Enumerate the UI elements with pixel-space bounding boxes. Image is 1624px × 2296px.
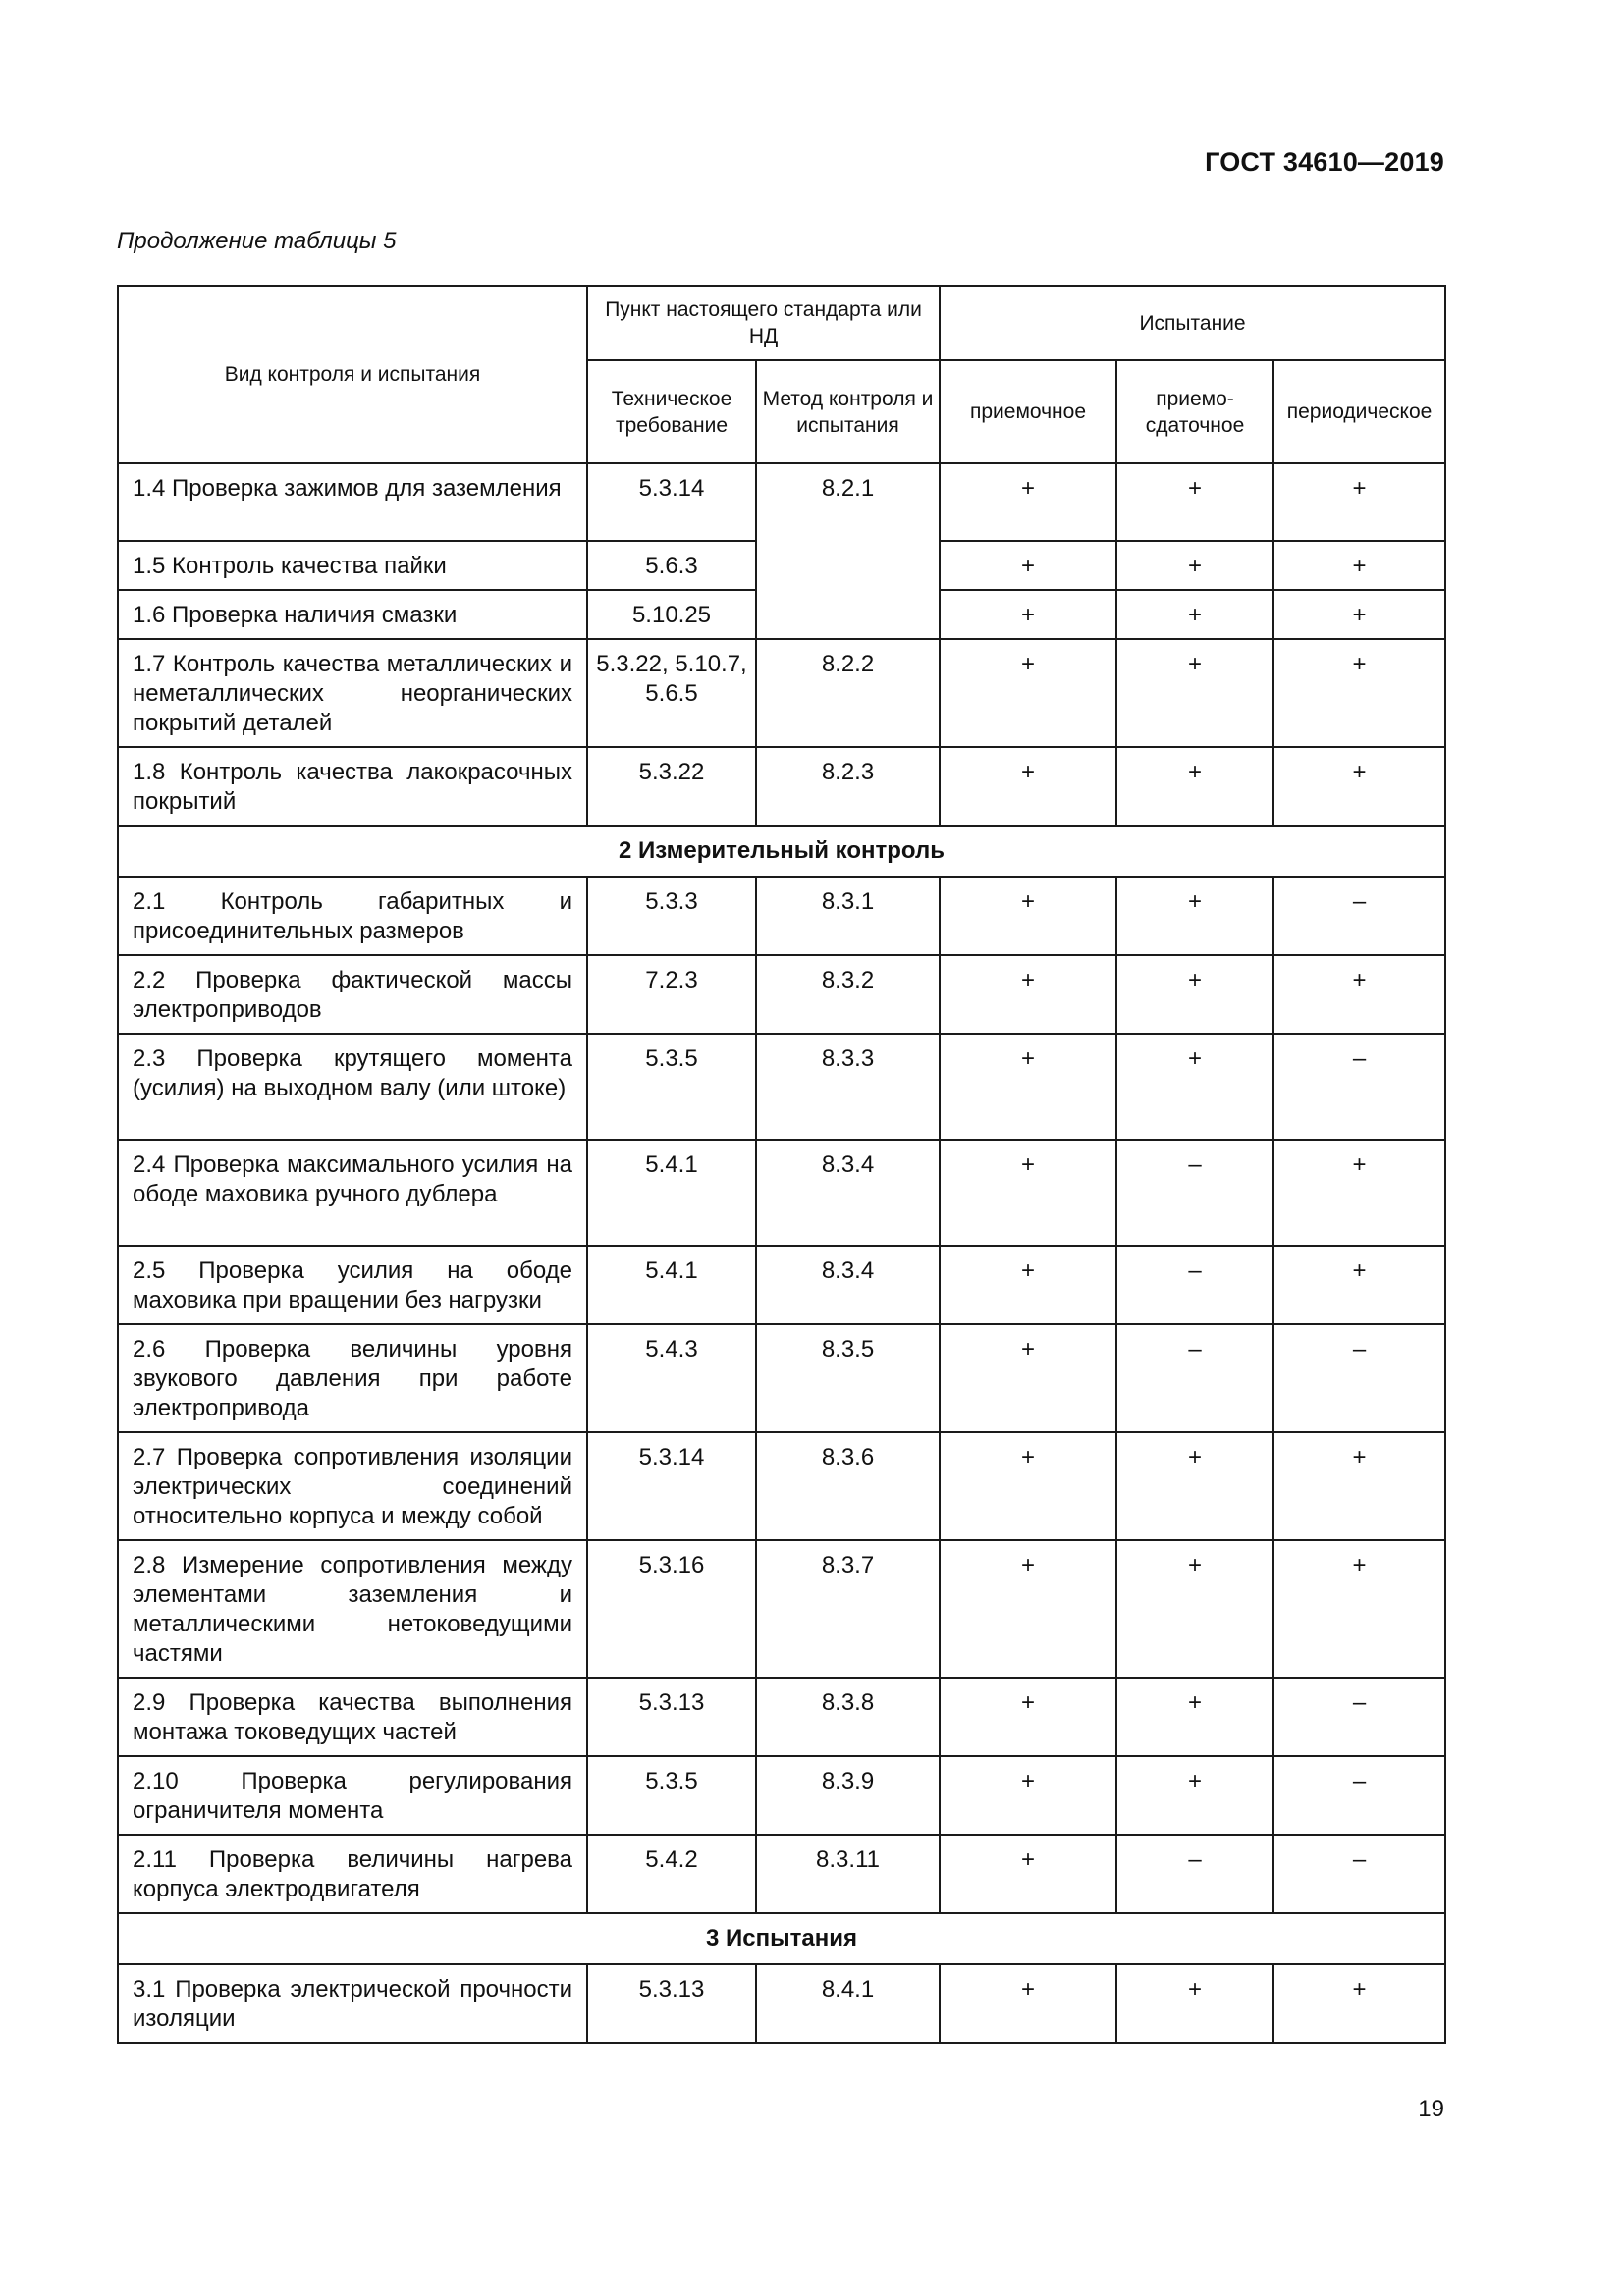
row-delivery: + bbox=[1116, 1678, 1273, 1756]
row-name: 2.8 Измерение сопротивления между элементами заземления и металлическими нетоковедущими частями bbox=[118, 1540, 587, 1678]
page-number: 19 bbox=[1418, 2096, 1444, 2122]
row-requirement: 5.4.3 bbox=[587, 1324, 756, 1432]
section-title: 2 Измерительный контроль bbox=[118, 826, 1445, 877]
row-delivery: + bbox=[1116, 877, 1273, 955]
row-acceptance: + bbox=[940, 1432, 1116, 1540]
table-row bbox=[118, 1432, 1445, 1540]
header-method: Метод контроля и испытания bbox=[756, 360, 940, 463]
row-name: 1.6 Проверка наличия смазки bbox=[118, 590, 587, 639]
table-row bbox=[118, 747, 1445, 826]
row-name: 2.1 Контроль габаритных и присоединительных размеров bbox=[118, 877, 587, 955]
row-method: 8.3.2 bbox=[756, 955, 940, 1034]
row-requirement: 5.3.22 bbox=[587, 747, 756, 826]
section-row bbox=[118, 826, 1445, 877]
row-delivery: + bbox=[1116, 1432, 1273, 1540]
row-requirement: 5.4.1 bbox=[587, 1140, 756, 1246]
table-row bbox=[118, 877, 1445, 955]
row-requirement: 5.3.22, 5.10.7, 5.6.5 bbox=[587, 639, 756, 747]
table-row bbox=[118, 955, 1445, 1034]
row-requirement: 5.3.16 bbox=[587, 1540, 756, 1678]
row-name: 2.6 Проверка величины уровня звукового давления при работе электропривода bbox=[118, 1324, 587, 1432]
table-row bbox=[118, 1140, 1445, 1246]
row-requirement: 5.3.13 bbox=[587, 1678, 756, 1756]
row-periodic: + bbox=[1273, 1540, 1445, 1678]
row-name: 2.10 Проверка регулирования ограничителя момента bbox=[118, 1756, 587, 1835]
table-row bbox=[118, 1034, 1445, 1140]
row-name: 1.8 Контроль качества лакокрасочных покрытий bbox=[118, 747, 587, 826]
row-delivery: + bbox=[1116, 955, 1273, 1034]
row-periodic: + bbox=[1273, 1432, 1445, 1540]
row-delivery: + bbox=[1116, 1034, 1273, 1140]
row-requirement: 5.4.2 bbox=[587, 1835, 756, 1913]
row-acceptance: + bbox=[940, 590, 1116, 639]
row-periodic: – bbox=[1273, 1678, 1445, 1756]
row-acceptance: + bbox=[940, 463, 1116, 541]
row-delivery: + bbox=[1116, 590, 1273, 639]
row-delivery: + bbox=[1116, 1964, 1273, 2043]
row-method: 8.2.1 bbox=[756, 463, 940, 639]
header-periodic: периодическое bbox=[1273, 360, 1445, 463]
row-periodic: – bbox=[1273, 1324, 1445, 1432]
row-requirement: 7.2.3 bbox=[587, 955, 756, 1034]
row-acceptance: + bbox=[940, 1140, 1116, 1246]
row-periodic: + bbox=[1273, 1140, 1445, 1246]
row-acceptance: + bbox=[940, 747, 1116, 826]
row-acceptance: + bbox=[940, 1034, 1116, 1140]
row-periodic: + bbox=[1273, 590, 1445, 639]
row-name: 2.2 Проверка фактической массы электроприводов bbox=[118, 955, 587, 1034]
test-table bbox=[117, 285, 1446, 2044]
table-row bbox=[118, 1246, 1445, 1324]
row-method: 8.3.7 bbox=[756, 1540, 940, 1678]
row-periodic: – bbox=[1273, 1756, 1445, 1835]
row-method: 8.3.9 bbox=[756, 1756, 940, 1835]
row-requirement: 5.3.14 bbox=[587, 1432, 756, 1540]
row-delivery: + bbox=[1116, 463, 1273, 541]
row-delivery: – bbox=[1116, 1324, 1273, 1432]
row-name: 1.7 Контроль качества металлических и неметаллических неорганических покрытий деталей bbox=[118, 639, 587, 747]
row-requirement: 5.3.5 bbox=[587, 1756, 756, 1835]
table-row bbox=[118, 1835, 1445, 1913]
row-name: 1.5 Контроль качества пайки bbox=[118, 541, 587, 590]
row-periodic: + bbox=[1273, 463, 1445, 541]
table-row bbox=[118, 1756, 1445, 1835]
row-requirement: 5.10.25 bbox=[587, 590, 756, 639]
row-periodic: + bbox=[1273, 955, 1445, 1034]
row-periodic: – bbox=[1273, 1835, 1445, 1913]
row-delivery: + bbox=[1116, 1540, 1273, 1678]
header-acceptance: приемочное bbox=[940, 360, 1116, 463]
row-name: 2.7 Проверка сопротивления изоляции электрических соединений относительно корпуса и между собой bbox=[118, 1432, 587, 1540]
row-requirement: 5.3.13 bbox=[587, 1964, 756, 2043]
table-continuation-caption: Продолжение таблицы 5 bbox=[117, 228, 397, 254]
row-delivery: – bbox=[1116, 1246, 1273, 1324]
header-control-type: Вид контроля и испытания bbox=[118, 286, 587, 463]
row-method: 8.3.5 bbox=[756, 1324, 940, 1432]
row-periodic: + bbox=[1273, 1964, 1445, 2043]
table-row bbox=[118, 1540, 1445, 1678]
table-row bbox=[118, 463, 1445, 541]
row-name: 1.4 Проверка зажимов для заземления bbox=[118, 463, 587, 541]
section-row bbox=[118, 1913, 1445, 1964]
row-acceptance: + bbox=[940, 541, 1116, 590]
row-periodic: + bbox=[1273, 541, 1445, 590]
row-delivery: + bbox=[1116, 747, 1273, 826]
row-name: 2.11 Проверка величины нагрева корпуса электродвигателя bbox=[118, 1835, 587, 1913]
row-name: 2.5 Проверка усилия на ободе маховика при вращении без нагрузки bbox=[118, 1246, 587, 1324]
document-code: ГОСТ 34610—2019 bbox=[1205, 147, 1444, 177]
table-row bbox=[118, 1964, 1445, 2043]
row-acceptance: + bbox=[940, 1756, 1116, 1835]
row-requirement: 5.3.5 bbox=[587, 1034, 756, 1140]
row-periodic: + bbox=[1273, 1246, 1445, 1324]
row-periodic: – bbox=[1273, 1034, 1445, 1140]
row-periodic: – bbox=[1273, 877, 1445, 955]
row-acceptance: + bbox=[940, 1324, 1116, 1432]
row-method: 8.3.8 bbox=[756, 1678, 940, 1756]
row-method: 8.3.6 bbox=[756, 1432, 940, 1540]
row-delivery: + bbox=[1116, 541, 1273, 590]
row-acceptance: + bbox=[940, 1964, 1116, 2043]
row-method: 8.3.11 bbox=[756, 1835, 940, 1913]
row-delivery: – bbox=[1116, 1835, 1273, 1913]
row-requirement: 5.4.1 bbox=[587, 1246, 756, 1324]
header-standard-clause: Пункт настоящего стандарта или НД bbox=[587, 286, 940, 360]
row-delivery: – bbox=[1116, 1140, 1273, 1246]
row-method: 8.3.4 bbox=[756, 1140, 940, 1246]
row-delivery: + bbox=[1116, 639, 1273, 747]
row-delivery: + bbox=[1116, 1756, 1273, 1835]
row-requirement: 5.3.14 bbox=[587, 463, 756, 541]
table-row bbox=[118, 1678, 1445, 1756]
row-method: 8.3.4 bbox=[756, 1246, 940, 1324]
row-acceptance: + bbox=[940, 1540, 1116, 1678]
row-acceptance: + bbox=[940, 639, 1116, 747]
header-tech-requirement: Техническое требование bbox=[587, 360, 756, 463]
row-method: 8.2.3 bbox=[756, 747, 940, 826]
row-name: 2.3 Проверка крутящего момента (усилия) на выходном валу (или штоке) bbox=[118, 1034, 587, 1140]
row-acceptance: + bbox=[940, 1246, 1116, 1324]
row-periodic: + bbox=[1273, 747, 1445, 826]
row-name: 2.9 Проверка качества выполнения монтажа токоведущих частей bbox=[118, 1678, 587, 1756]
row-method: 8.3.1 bbox=[756, 877, 940, 955]
row-method: 8.2.2 bbox=[756, 639, 940, 747]
row-acceptance: + bbox=[940, 955, 1116, 1034]
row-name: 3.1 Проверка электрической прочности изоляции bbox=[118, 1964, 587, 2043]
header-test: Испытание bbox=[940, 286, 1445, 360]
row-acceptance: + bbox=[940, 1678, 1116, 1756]
row-method: 8.3.3 bbox=[756, 1034, 940, 1140]
row-name: 2.4 Проверка максимального усилия на ободе маховика ручного дублера bbox=[118, 1140, 587, 1246]
table-row bbox=[118, 1324, 1445, 1432]
row-requirement: 5.6.3 bbox=[587, 541, 756, 590]
row-method: 8.4.1 bbox=[756, 1964, 940, 2043]
row-acceptance: + bbox=[940, 1835, 1116, 1913]
row-requirement: 5.3.3 bbox=[587, 877, 756, 955]
table-row bbox=[118, 639, 1445, 747]
header-delivery: приемо-сдаточное bbox=[1116, 360, 1273, 463]
row-acceptance: + bbox=[940, 877, 1116, 955]
section-title: 3 Испытания bbox=[118, 1913, 1445, 1964]
row-periodic: + bbox=[1273, 639, 1445, 747]
